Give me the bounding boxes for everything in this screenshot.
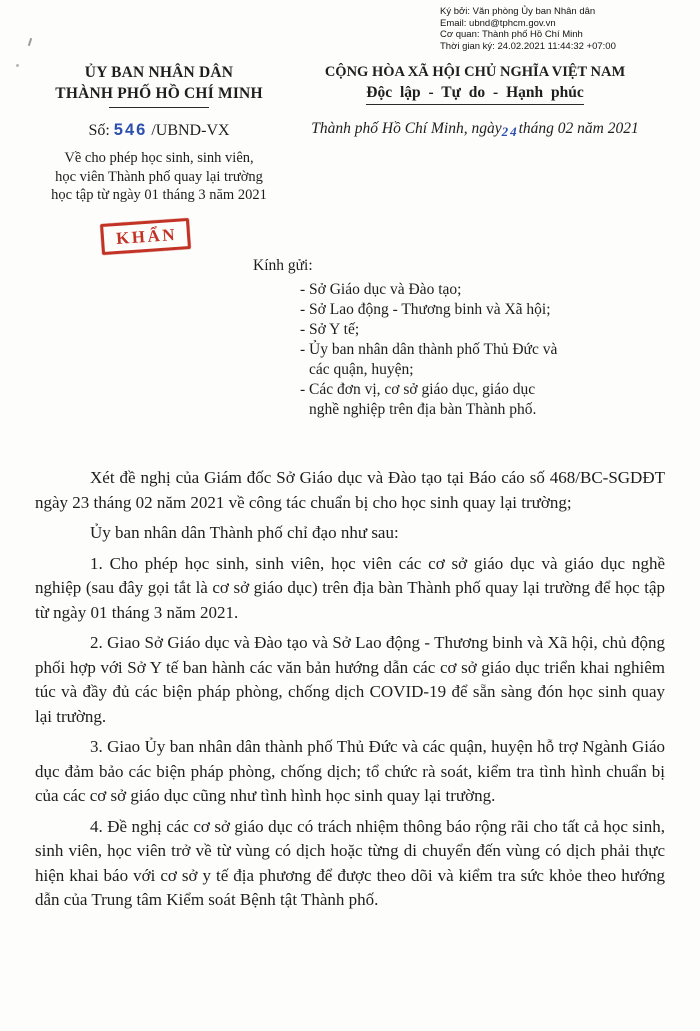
date-prefix: Thành phố Hồ Chí Minh, ngày [311,120,502,137]
body-paragraph-preamble: Xét đề nghị của Giám đốc Sở Giáo dục và Đào tạo tại Báo cáo số 468/BC-SGDĐT ngày 23 tháng 02 năm 2021 về công tác chuẩn bị cho học sinh quay lại trường; [35,468,665,512]
body-paragraph-item-3: 3. Giao Ủy ban nhân dân thành phố Thủ Đức và các quận, huyện hỗ trợ Ngành Giáo dục đảm bảo các biện pháp phòng, chống dịch; tổ chức rà soát, kiểm tra tình hình chuẩn bị của các cơ sở giáo dục cũng như tình hình học sinh quay lại trường. [35,737,665,805]
body-paragraph-item-4: 4. Đề nghị các cơ sở giáo dục có trách nhiệm thông báo rộng rãi cho tất cả học sinh, sinh viên, học viên trở về từ vùng có dịch hoặc từng di chuyển đến vùng có dịch phải thực hiện khai báo với cơ sở y tế địa phương để được theo dõi và kiểm tra sức khỏe theo hướng dẫn của Trung tâm Kiểm soát Bệnh tật Thành phố. [35,816,665,909]
handwritten-day: 24 [501,124,519,139]
recipient-line: - Các đơn vị, cơ sở giáo dục, giáo dục [300,381,536,398]
salutation: Kính gửi: [253,257,313,274]
document-subject [23,149,295,205]
recipient-line-continuation: các quận, huyện; [309,361,414,378]
recipient-line: - Sở Giáo dục và Đào tạo; [300,281,462,298]
date-suffix: tháng 02 năm 2021 [518,120,639,137]
body-paragraph-item-1: 1. Cho phép học sinh, sinh viên, học viên các cơ sở giáo dục và giáo dục nghề nghiệp (sau đây gọi tắt là cơ sở giáo dục) trên địa bàn Thành phố quay lại trường để học tập từ ngày 01 tháng 3 năm 2021. [35,553,665,622]
body-paragraph-item-2: 2. Giao Sở Giáo dục và Đào tạo và Sở Lao động - Thương binh và Xã hội, chủ động phối hợp với Sở Y tế ban hành các văn bản hướng dẫn các cơ sở giáo dục triển khai nghiêm túc và đầy đủ các biện pháp phòng, chống dịch COVID-19 để sẵn sàng đón học sinh quay lại trường. [35,633,665,726]
body-paragraph-directive-intro: Ủy ban nhân dân Thành phố chỉ đạo như sau: [90,523,399,542]
recipient-line: - Sở Y tế; [300,321,360,338]
national-motto-line1: CỘNG HÒA XÃ HỘI CHỦ NGHĨA VIỆT NAM [324,64,626,80]
document-number-suffix: /UBND-VX [151,122,230,139]
recipient-line: - Sở Lao động - Thương binh và Xã hội; [300,301,551,318]
subject-line3: học tập từ ngày 01 tháng 3 năm 2021 [51,187,267,203]
signature-agency: Cơ quan: Thành phố Hồ Chí Minh [440,29,583,40]
recipient-list [300,280,660,420]
subject-line2: học viên Thành phố quay lại trường [55,168,263,185]
signature-email: Email: ubnd@tphcm.gov.vn [440,17,556,29]
issuing-authority-line2: THÀNH PHỐ HỒ CHÍ MINH [55,85,263,102]
urgent-stamp: KHẨN [100,218,191,255]
header-divider-rule [109,107,209,108]
scan-artifact [16,64,19,67]
subject-line1: Về cho phép học sinh, sinh viên, [64,150,254,166]
recipient-line-continuation: nghề nghiệp trên địa bàn Thành phố. [309,401,537,418]
signature-signer: Ký bởi: Văn phòng Ủy ban Nhân dân [440,6,596,17]
document-number-label: Số: [88,122,110,139]
recipient-line: - Ủy ban nhân dân thành phố Thủ Đức và [300,341,558,358]
signature-timestamp: Thời gian ký: 24.02.2021 11:44:32 +07:00 [440,40,616,52]
document-number-value: 546 [113,121,148,139]
digital-signature-block [440,6,616,52]
issuing-authority-block [23,62,295,205]
document-number-line [23,121,295,140]
place-date-line [289,120,661,138]
issuing-authority-line1: ỦY BAN NHÂN DÂN [84,64,234,81]
document-body [35,466,665,919]
national-header-block [289,62,661,138]
scan-artifact [28,38,32,46]
national-motto-line2: Độc lập - Tự do - Hạnh phúc [366,84,583,105]
